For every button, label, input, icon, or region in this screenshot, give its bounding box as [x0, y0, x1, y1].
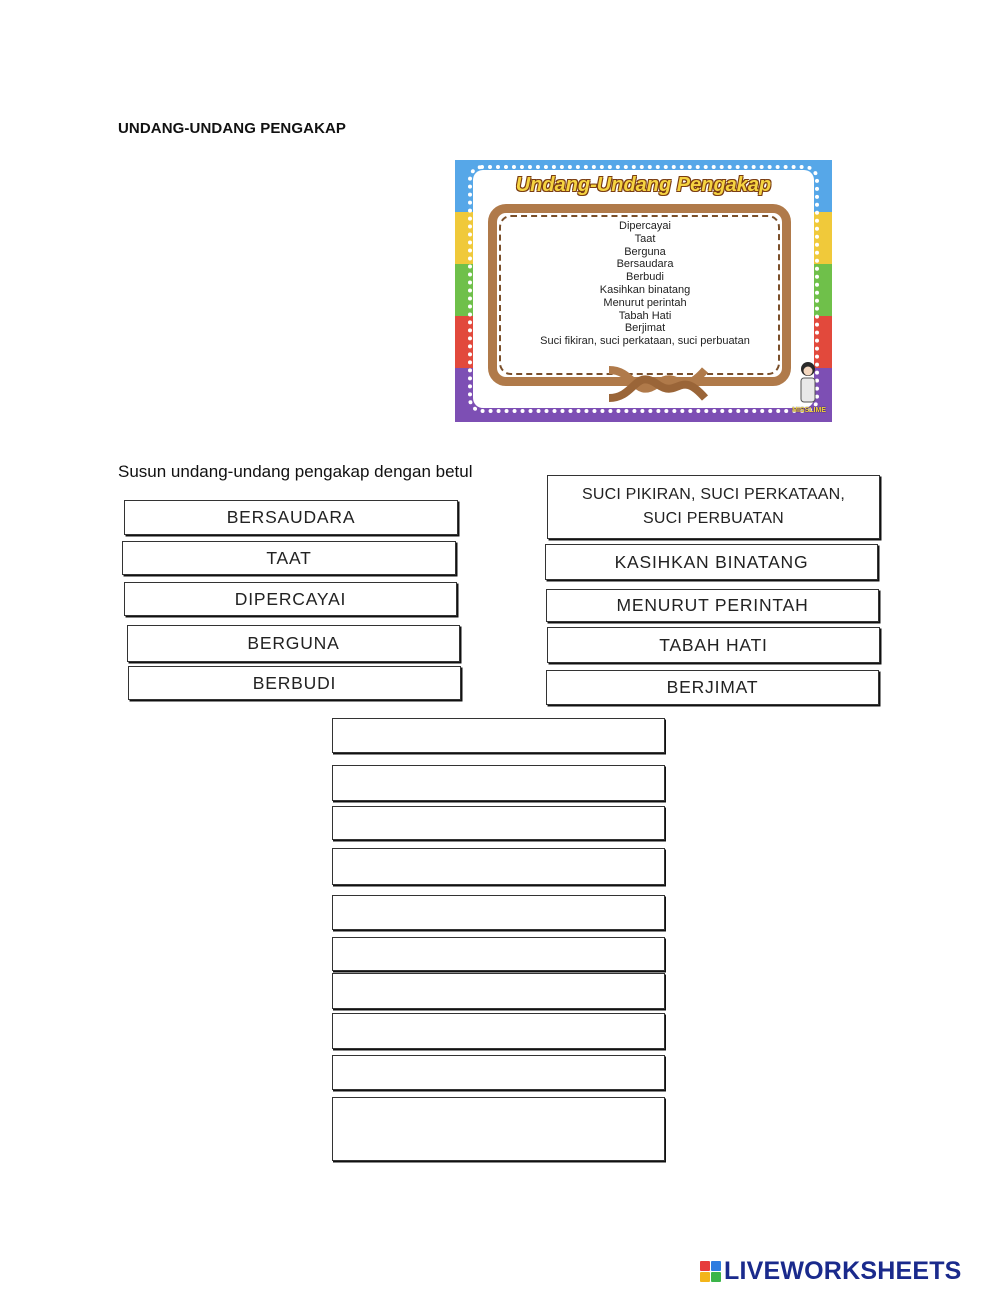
poster-item: Menurut perintah	[603, 296, 687, 309]
answer-slot-4[interactable]	[332, 848, 665, 885]
answer-slot-9[interactable]	[332, 1055, 665, 1090]
logo-square	[711, 1272, 721, 1282]
logo-grid-icon	[700, 1261, 721, 1282]
answer-slot-10[interactable]	[332, 1097, 665, 1161]
poster-item: Berbudi	[626, 271, 664, 284]
answer-slot-5[interactable]	[332, 895, 665, 930]
poster-item: Berguna	[624, 245, 666, 258]
option-card[interactable]: BERBUDI	[128, 666, 461, 700]
poster-item: Suci fikiran, suci perkataan, suci perbuatan	[540, 335, 750, 348]
answer-slot-7[interactable]	[332, 973, 665, 1009]
option-card[interactable]: MENURUT PERINTAH	[546, 589, 879, 622]
option-card[interactable]: TABAH HATI	[547, 627, 880, 663]
option-card[interactable]: KASIHKAN BINATANG	[545, 544, 878, 580]
option-card[interactable]: SUCI PIKIRAN, SUCI PERKATAAN, SUCI PERBUATAN	[547, 475, 880, 539]
poster-item: Taat	[634, 232, 656, 245]
answer-slot-1[interactable]	[332, 718, 665, 753]
poster-item: Tabah Hati	[618, 309, 672, 322]
poster-item: Berjimat	[624, 322, 666, 335]
page-title: UNDANG-UNDANG PENGAKAP	[118, 120, 347, 137]
option-card[interactable]: BERSAUDARA	[124, 500, 458, 535]
girl-illustration-icon	[796, 360, 820, 404]
answer-slot-8[interactable]	[332, 1013, 665, 1049]
answer-slot-3[interactable]	[332, 806, 665, 840]
rope-knot-icon	[605, 364, 709, 404]
answer-slot-2[interactable]	[332, 765, 665, 801]
option-card[interactable]: BERGUNA	[127, 625, 460, 662]
poster-image	[455, 160, 832, 422]
answer-slot-6[interactable]	[332, 937, 665, 971]
logo-text: LIVEWORKSHEETS	[724, 1256, 962, 1285]
liveworksheets-logo	[700, 1257, 962, 1285]
poster-item: Bersaudara	[616, 258, 674, 271]
option-card[interactable]: BERJIMAT	[546, 670, 879, 705]
poster-item: Dipercayai	[619, 220, 671, 232]
poster-item: Kasihkan binatang	[599, 283, 691, 296]
poster-list	[495, 220, 795, 348]
logo-square	[700, 1272, 710, 1282]
option-card[interactable]: TAAT	[122, 541, 456, 575]
instruction-text: Susun undang-undang pengakap dengan betul	[118, 462, 473, 481]
logo-square	[700, 1261, 710, 1271]
poster-brand: MISSLIME	[792, 407, 826, 414]
logo-square	[711, 1261, 721, 1271]
poster-title: Undang-Undang Pengakap	[515, 174, 772, 196]
option-card[interactable]: DIPERCAYAI	[124, 582, 457, 616]
